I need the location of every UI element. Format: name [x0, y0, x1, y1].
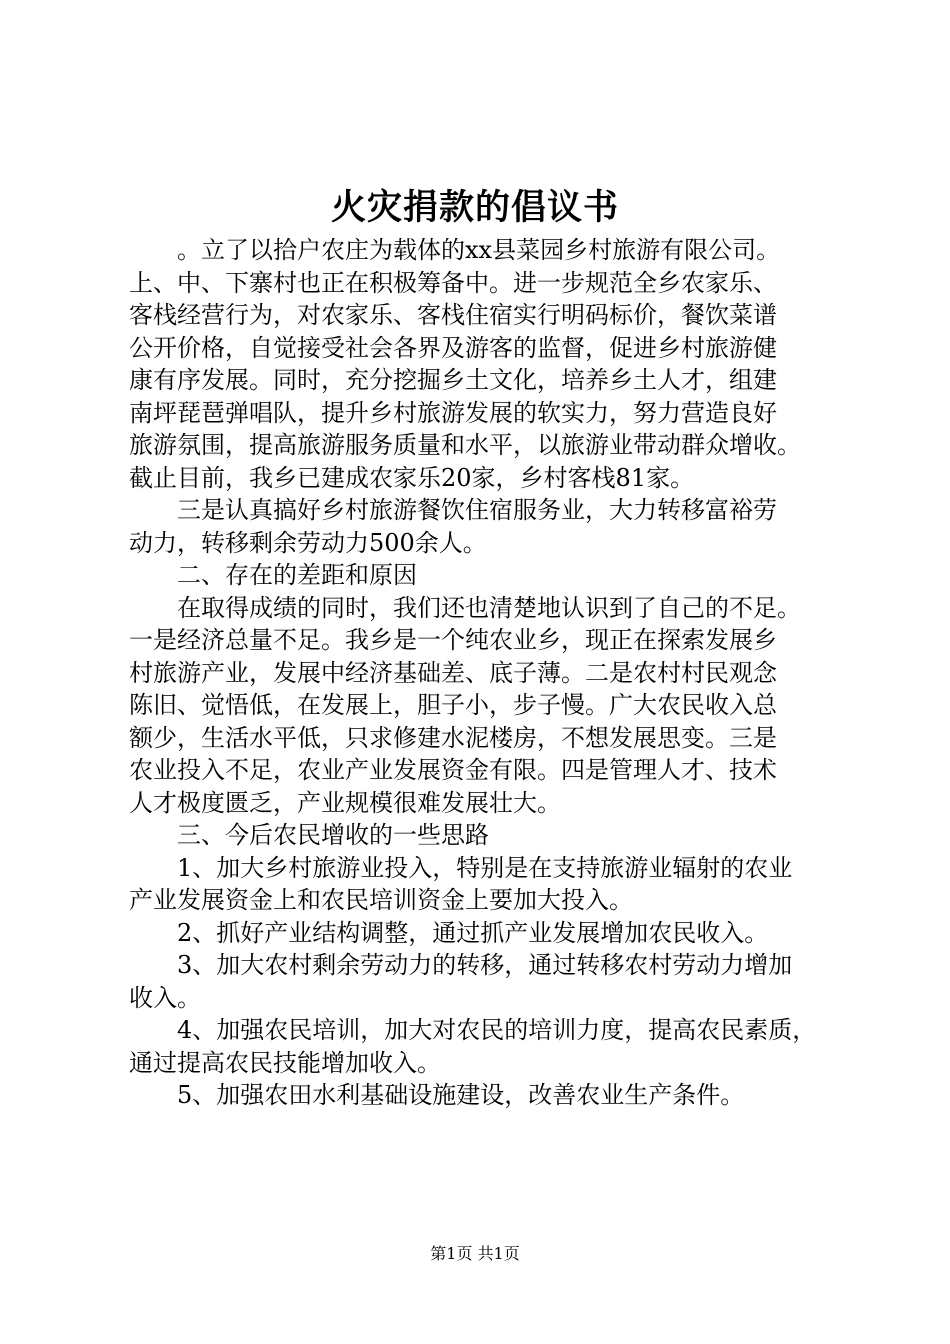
- section-heading: 三、今后农民增收的一些思路: [177, 821, 489, 849]
- text-line: 公开价格，自觉接受社会各界及游客的监督，促进乡村旅游健: [129, 333, 777, 362]
- text-line: 三是认真搞好乡村旅游餐饮住宿服务业，大力转移富裕劳: [177, 496, 777, 524]
- text-line: 通过提高农民技能增加收入。: [129, 1048, 441, 1077]
- text-line: 1、加大乡村旅游业投入，特别是在支持旅游业辐射的农业: [177, 853, 793, 882]
- text-line: 3、加大农村剩余劳动力的转移，通过转移农村劳动力增加: [177, 951, 793, 979]
- text-line: 额少，生活水平低，只求修建水泥楼房，不想发展思变。三是: [129, 723, 777, 752]
- text-line: 农业投入不足，农业产业发展资金有限。四是管理人才、技术: [129, 756, 777, 784]
- text-line: 一是经济总量不足。我乡是一个纯农业乡，现正在探索发展乡: [129, 626, 777, 654]
- document-body: [129, 234, 854, 1112]
- text-line: 南坪琵琶弹唱队，提升乡村旅游发展的软实力，努力营造良好: [129, 398, 777, 427]
- text-line: 康有序发展。同时，充分挖掘乡土文化，培养乡土人才，组建: [129, 366, 777, 394]
- text-line: 4、加强农民培训，加大对农民的培训力度，提高农民素质，: [177, 1016, 817, 1044]
- text-line: 动力，转移剩余劳动力500余人。: [129, 528, 487, 557]
- text-line: 。立了以拾户农庄为载体的xx县菜园乡村旅游有限公司。: [177, 236, 781, 264]
- text-line: 陈旧、觉悟低，在发展上，胆子小，步子慢。广大农民收入总: [129, 691, 777, 719]
- text-line: 旅游氛围，提高旅游服务质量和水平，以旅游业带动群众增收。: [129, 431, 801, 459]
- document-title: 火灾捐款的倡议书: [330, 187, 619, 228]
- section-heading: 二、存在的差距和原因: [177, 561, 417, 589]
- text-line: 在取得成绩的同时，我们还也清楚地认识到了自己的不足。: [177, 593, 801, 622]
- text-line: 村旅游产业，发展中经济基础差、底子薄。二是农村村民观念: [129, 658, 777, 687]
- text-line: 客栈经营行为，对农家乐、客栈住宿实行明码标价，餐饮菜谱: [129, 301, 777, 329]
- page-footer: 第1页 共1页: [430, 1244, 520, 1263]
- text-line: 产业发展资金上和农民培训资金上要加大投入。: [129, 886, 633, 914]
- text-line: 人才极度匮乏，产业规模很难发展壮大。: [129, 788, 561, 817]
- text-line: 截止目前，我乡已建成农家乐20家，乡村客栈81家。: [129, 463, 695, 492]
- text-line: 2、抓好产业结构调整，通过抓产业发展增加农民收入。: [177, 918, 769, 947]
- text-line: 5、加强农田水利基础设施建设，改善农业生产条件。: [177, 1081, 745, 1109]
- text-line: 上、中、下寨村也正在积极筹备中。进一步规范全乡农家乐、: [129, 268, 777, 297]
- text-line: 收入。: [129, 983, 201, 1012]
